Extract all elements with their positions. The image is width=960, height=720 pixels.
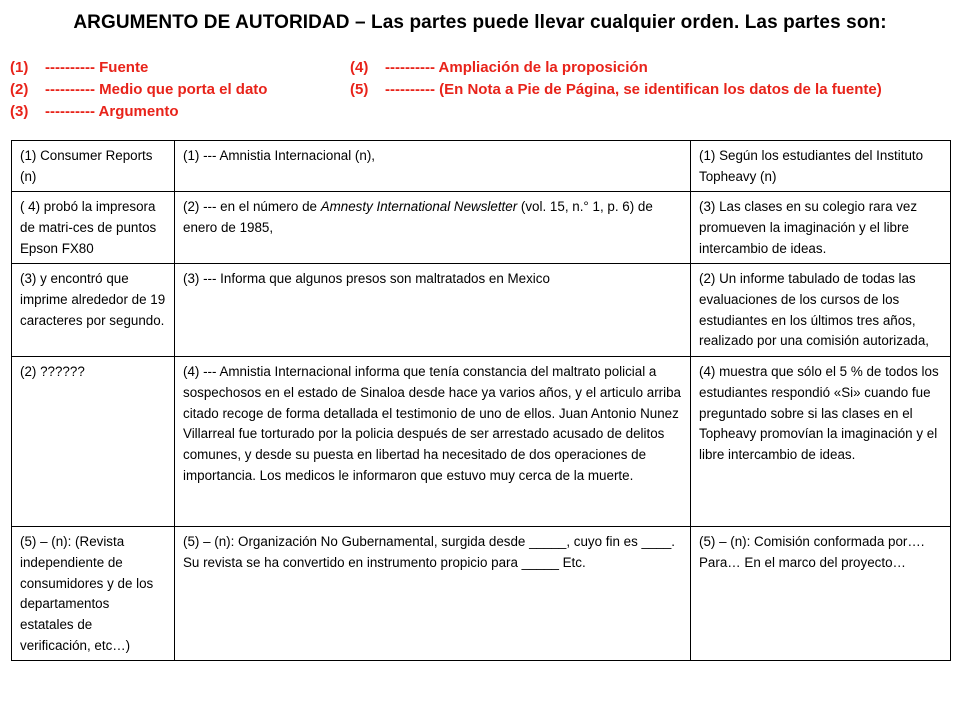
table-cell-example-3: (1) Según los estudiantes del Instituto Topheavy (n) bbox=[691, 141, 951, 192]
publication-title: Amnesty International Newsletter bbox=[320, 199, 518, 214]
table-row bbox=[12, 357, 951, 527]
legend-text: ---------- Fuente bbox=[45, 59, 149, 76]
legend-text: ---------- Ampliación de la proposición bbox=[385, 59, 648, 76]
legend-item-5 bbox=[350, 79, 882, 101]
legend-text: ---------- Argumento bbox=[45, 103, 179, 120]
table-cell-example-2: (4) --- Amnistia Internacional informa que tenía constancia del maltrato policial a sospechosos en el estado de Sinaloa desde hace ya varios años, y el articulo arriba citado recoge de forma detallada el testimonio de uno de ellos. Juan Antonio Nunez Villarreal fue torturado por la policia después de ser arrestado acusado de delitos comunes, y desde su puesta en libertad ha necesitado de dos operaciones de importancia. Los medicos le informaron que estuvo muy cerca de la muerte. bbox=[175, 357, 691, 527]
table-cell-example-1: (5) – (n): (Revista independiente de consumidores y de los departamentos estatales de verificación, etc…) bbox=[12, 527, 175, 661]
page-title: ARGUMENTO DE AUTORIDAD – Las partes puede llevar cualquier orden. Las partes son: bbox=[73, 12, 887, 33]
table-cell-example-1: ( 4) probó la impresora de matri-ces de puntos Epson FX80 bbox=[12, 192, 175, 264]
argument-table bbox=[11, 140, 951, 661]
legend-number: (2) bbox=[10, 81, 29, 98]
legend-number: (4) bbox=[350, 59, 369, 76]
table-cell-example-3: (4) muestra que sólo el 5 % de todos los estudiantes respondió «Si» cuando fue preguntado sobre si las clases en el Topheavy promovían la imaginación y el libre intercambio de ideas. bbox=[691, 357, 951, 527]
table-cell-example-2 bbox=[175, 192, 691, 264]
table-row bbox=[12, 192, 951, 264]
table-cell-example-1: (3) y encontró que imprime alrededor de 19 caracteres por segundo. bbox=[12, 264, 175, 357]
legend-text: ---------- (En Nota a Pie de Página, se identifican los datos de la fuente) bbox=[385, 81, 882, 98]
table-cell-example-1: (1) Consumer Reports (n) bbox=[12, 141, 175, 192]
table-cell-example-2: (5) – (n): Organización No Gubernamental, surgida desde _____, cuyo fin es ____. Su revista se ha convertido en instrumento propicio para _____ Etc. bbox=[175, 527, 691, 661]
legend-item-2 bbox=[10, 79, 267, 101]
cell-text: (vol. 15, n.° 1, p. 6) de enero de 1985, bbox=[183, 199, 653, 235]
table-cell-example-2: (3) --- Informa que algunos presos son maltratados en Mexico bbox=[175, 264, 691, 357]
table-row bbox=[12, 264, 951, 357]
legend-item-4 bbox=[350, 57, 882, 79]
table-row bbox=[12, 141, 951, 192]
table-cell-example-2: (1) --- Amnistia Internacional (n), bbox=[175, 141, 691, 192]
legend-item-3 bbox=[10, 101, 267, 123]
table-cell-example-3: (3) Las clases en su colegio rara vez promueven la imaginación y el libre intercambio de ideas. bbox=[691, 192, 951, 264]
table-row bbox=[12, 527, 951, 661]
legend-number: (3) bbox=[10, 103, 29, 120]
legend-text: ---------- Medio que porta el dato bbox=[45, 81, 268, 98]
legend-number: (5) bbox=[350, 81, 369, 98]
cell-text: (2) --- en el número de bbox=[183, 199, 321, 214]
legend-item-1 bbox=[10, 57, 267, 79]
legend-left bbox=[10, 57, 267, 123]
legend-right bbox=[350, 57, 882, 101]
table-cell-example-1: (2) ?????? bbox=[12, 357, 175, 527]
table-cell-example-3: (5) – (n): Comisión conformada por…. Para… En el marco del proyecto… bbox=[691, 527, 951, 661]
legend-number: (1) bbox=[10, 59, 29, 76]
table-cell-example-3: (2) Un informe tabulado de todas las evaluaciones de los cursos de los estudiantes en los últimos tres años, realizado por una comisión autorizada, bbox=[691, 264, 951, 357]
